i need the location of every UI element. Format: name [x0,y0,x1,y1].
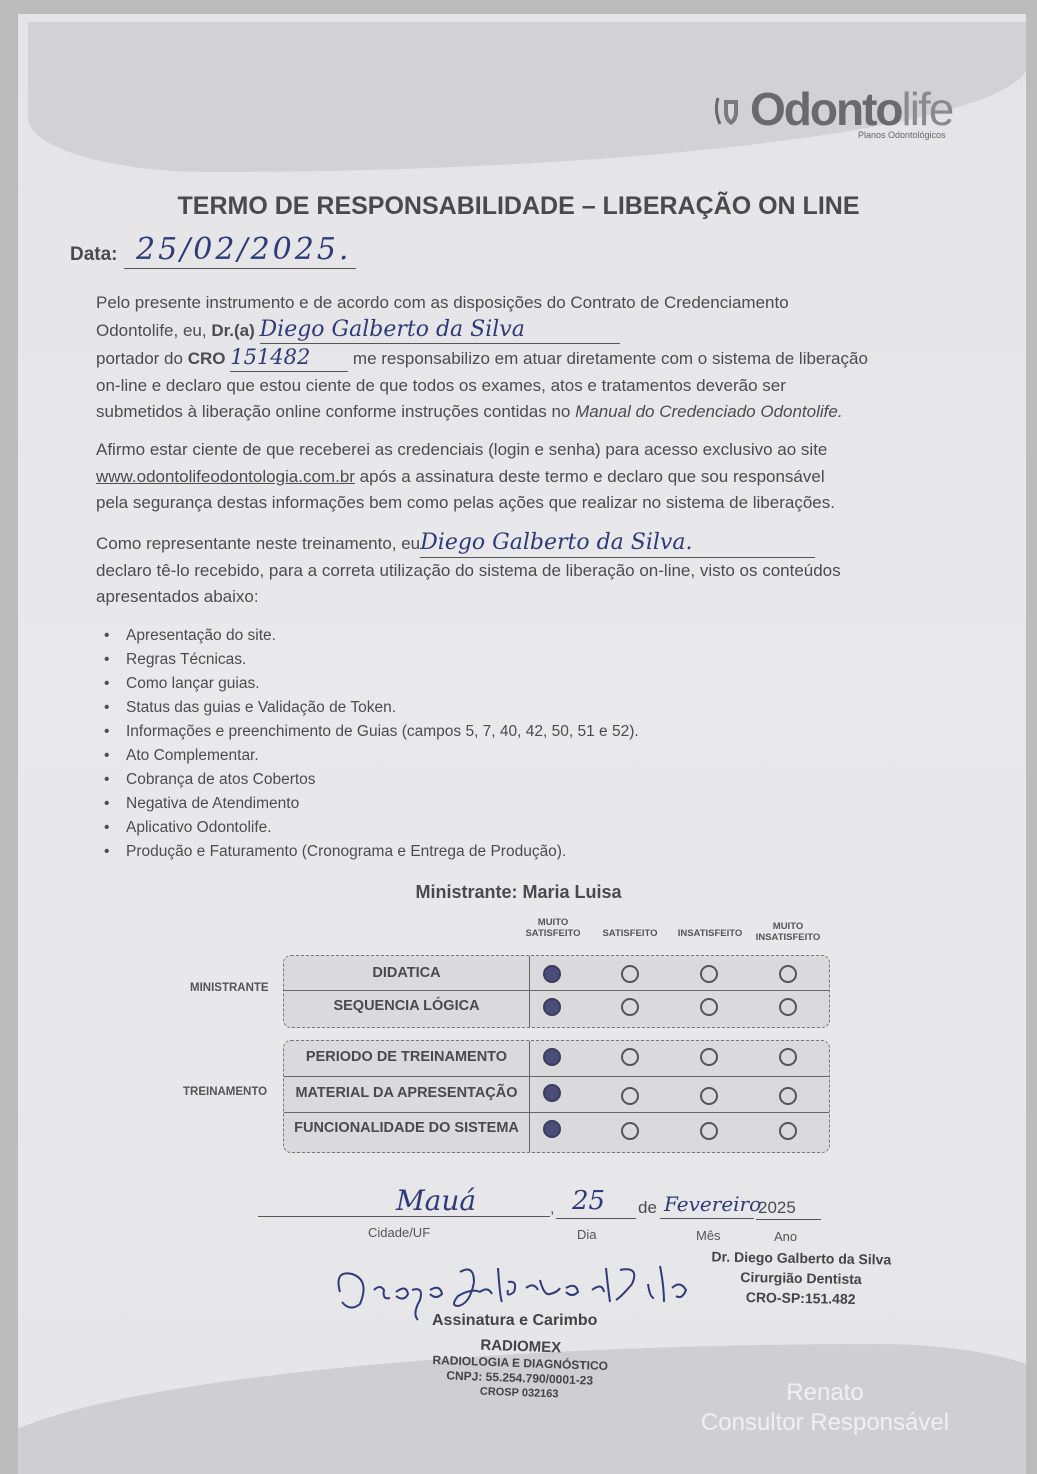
shield-logo-icon [712,94,742,128]
date-label: Data: [70,244,118,265]
list-item: • Cobrança de atos Cobertos [104,768,639,792]
rating-radio[interactable] [779,1122,797,1140]
month-line [660,1218,754,1219]
rating-radio[interactable] [543,998,561,1016]
paragraph-credentials: Afirmo estar ciente de que receberei as credenciais (login e senha) para acesso exclusivo ao site www.odontolifeodontologia.com.br após a assinatura deste termo e declaro que sou responsável pela segurança destas informações bem como pelas ações que realizar no sistema de liberações. [96,440,835,512]
rating-radio[interactable] [700,1048,718,1066]
row-label-sequencia-logica: SEQUENCIA LÓGICA [333,998,480,1014]
list-item: • Apresentação do site. [104,624,639,648]
list-item: • Aplicativo Odontolife. [104,816,639,840]
company-stamp: RADIOMEX RADIOLOGIA E DIAGNÓSTICO CNPJ: 55.254.790/0001-23 CROSP 032163 [432,1336,609,1401]
de-text: de [638,1198,657,1217]
consultant-watermark: Renato Consultor Responsável [700,1379,950,1436]
rating-radio[interactable] [700,998,718,1016]
group-label-treinamento: TREINAMENTO [183,1086,268,1098]
list-item: • Produção e Faturamento (Cronograma e Entrega de Produção). [104,840,639,864]
rating-radio[interactable] [621,1048,639,1066]
year-text: 2025 [758,1198,796,1217]
rating-radio[interactable] [779,1048,797,1066]
rating-radio[interactable] [700,965,718,983]
ministrante-heading: Ministrante: Maria Luisa [415,882,622,902]
rating-radio[interactable] [779,965,797,983]
row-label-material-apresentacao: MATERIAL DA APRESENTAÇÃO [295,1085,518,1101]
rating-radio[interactable] [621,1087,639,1105]
month-label: Mês [696,1228,721,1243]
site-link[interactable]: www.odontolifeodontologia.com.br [96,466,355,486]
topics-list [104,624,639,864]
list-item: • Informações e preenchimento de Guias (campos 5, 7, 40, 42, 50, 51 e 52). [104,720,639,744]
year-label: Ano [774,1229,798,1244]
list-item: • Regras Técnicas. [104,648,639,672]
year-line [756,1219,821,1220]
list-item: • Ato Complementar. [104,744,639,768]
day-handwritten: 25 [572,1186,606,1216]
list-item: • Status das guias e Validação de Token. [104,696,639,720]
group-label-ministrante: MINISTRANTE [190,982,269,994]
month-handwritten: Fevereiro [664,1192,762,1216]
rating-radio[interactable] [543,1048,561,1066]
col-header-satisfeito: SATISFEITO [602,928,658,939]
rating-radio[interactable] [779,1087,797,1105]
rating-radio[interactable] [621,998,639,1016]
signature-label: Assinatura e Carimbo [432,1312,598,1329]
rating-radio[interactable] [621,1122,639,1140]
rating-radio[interactable] [779,998,797,1016]
rating-radio[interactable] [543,1084,561,1102]
row-label-didatica: DIDATICA [372,965,441,981]
doctor-stamp: Dr. Diego Galberto da Silva Cirurgião Dentista CRO-SP:151.482 [711,1248,892,1307]
rating-radio[interactable] [621,965,639,983]
rating-radio[interactable] [543,965,561,983]
paragraph-contract: Pelo presente instrumento e de acordo com as disposições do Contrato de Credenciamento Odontolife, eu, Dr.(a) Diego Galberto da Silva portador do CRO 151482 me responsabilizo em atuar diretamente com o sistema de liberação on-line e declaro que estou ciente de que todos os exames, atos e tratamentos deverão ser submetidos à liberação online conforme instruções contidas no Manual do Credenciado Odontolife. [96,293,868,421]
paragraph-training: Como representante neste treinamento, euDiego Galberto da Silva. declaro tê-lo recebido, para a correta utilização do sistema de liberação on-line, visto os conteúdos apresentados abaixo: [96,530,841,606]
rating-radio[interactable] [700,1122,718,1140]
list-item: • Como lançar guias. [104,672,639,696]
col-header-muito-satisfeito: MUITO SATISFEITO [525,917,581,939]
city-label: Cidade/UF [368,1225,431,1240]
document-title: TERMO DE RESPONSABILIDADE – LIBERAÇÃO ON LINE [177,192,860,220]
odontolife-logo [700,82,970,152]
col-header-insatisfeito: INSATISFEITO [677,928,743,939]
rating-radio[interactable] [543,1120,561,1138]
day-line [556,1218,636,1219]
cro-handwritten: 151482 [230,344,348,372]
row-label-funcionalidade-sistema: FUNCIONALIDADE DO SISTEMA [294,1120,519,1136]
day-label: Dia [577,1227,597,1242]
row-label-periodo-treinamento: PERIODO DE TREINAMENTO [305,1049,508,1065]
city-handwritten: Mauá [396,1184,477,1217]
representative-name-handwritten: Diego Galberto da Silva. [420,530,815,558]
doctor-name-handwritten: Diego Galberto da Silva [260,317,620,345]
rating-radio[interactable] [700,1087,718,1105]
logo-tagline: Planos Odontológicos [858,130,946,140]
date-handwritten: 25/02/2025. [136,232,352,267]
col-header-muito-insatisfeito: MUITO INSATISFEITO [755,921,821,943]
logo-wordmark: Odontolife [750,83,953,135]
list-item: • Negativa de Atendimento [104,792,639,816]
date-line [124,268,356,269]
